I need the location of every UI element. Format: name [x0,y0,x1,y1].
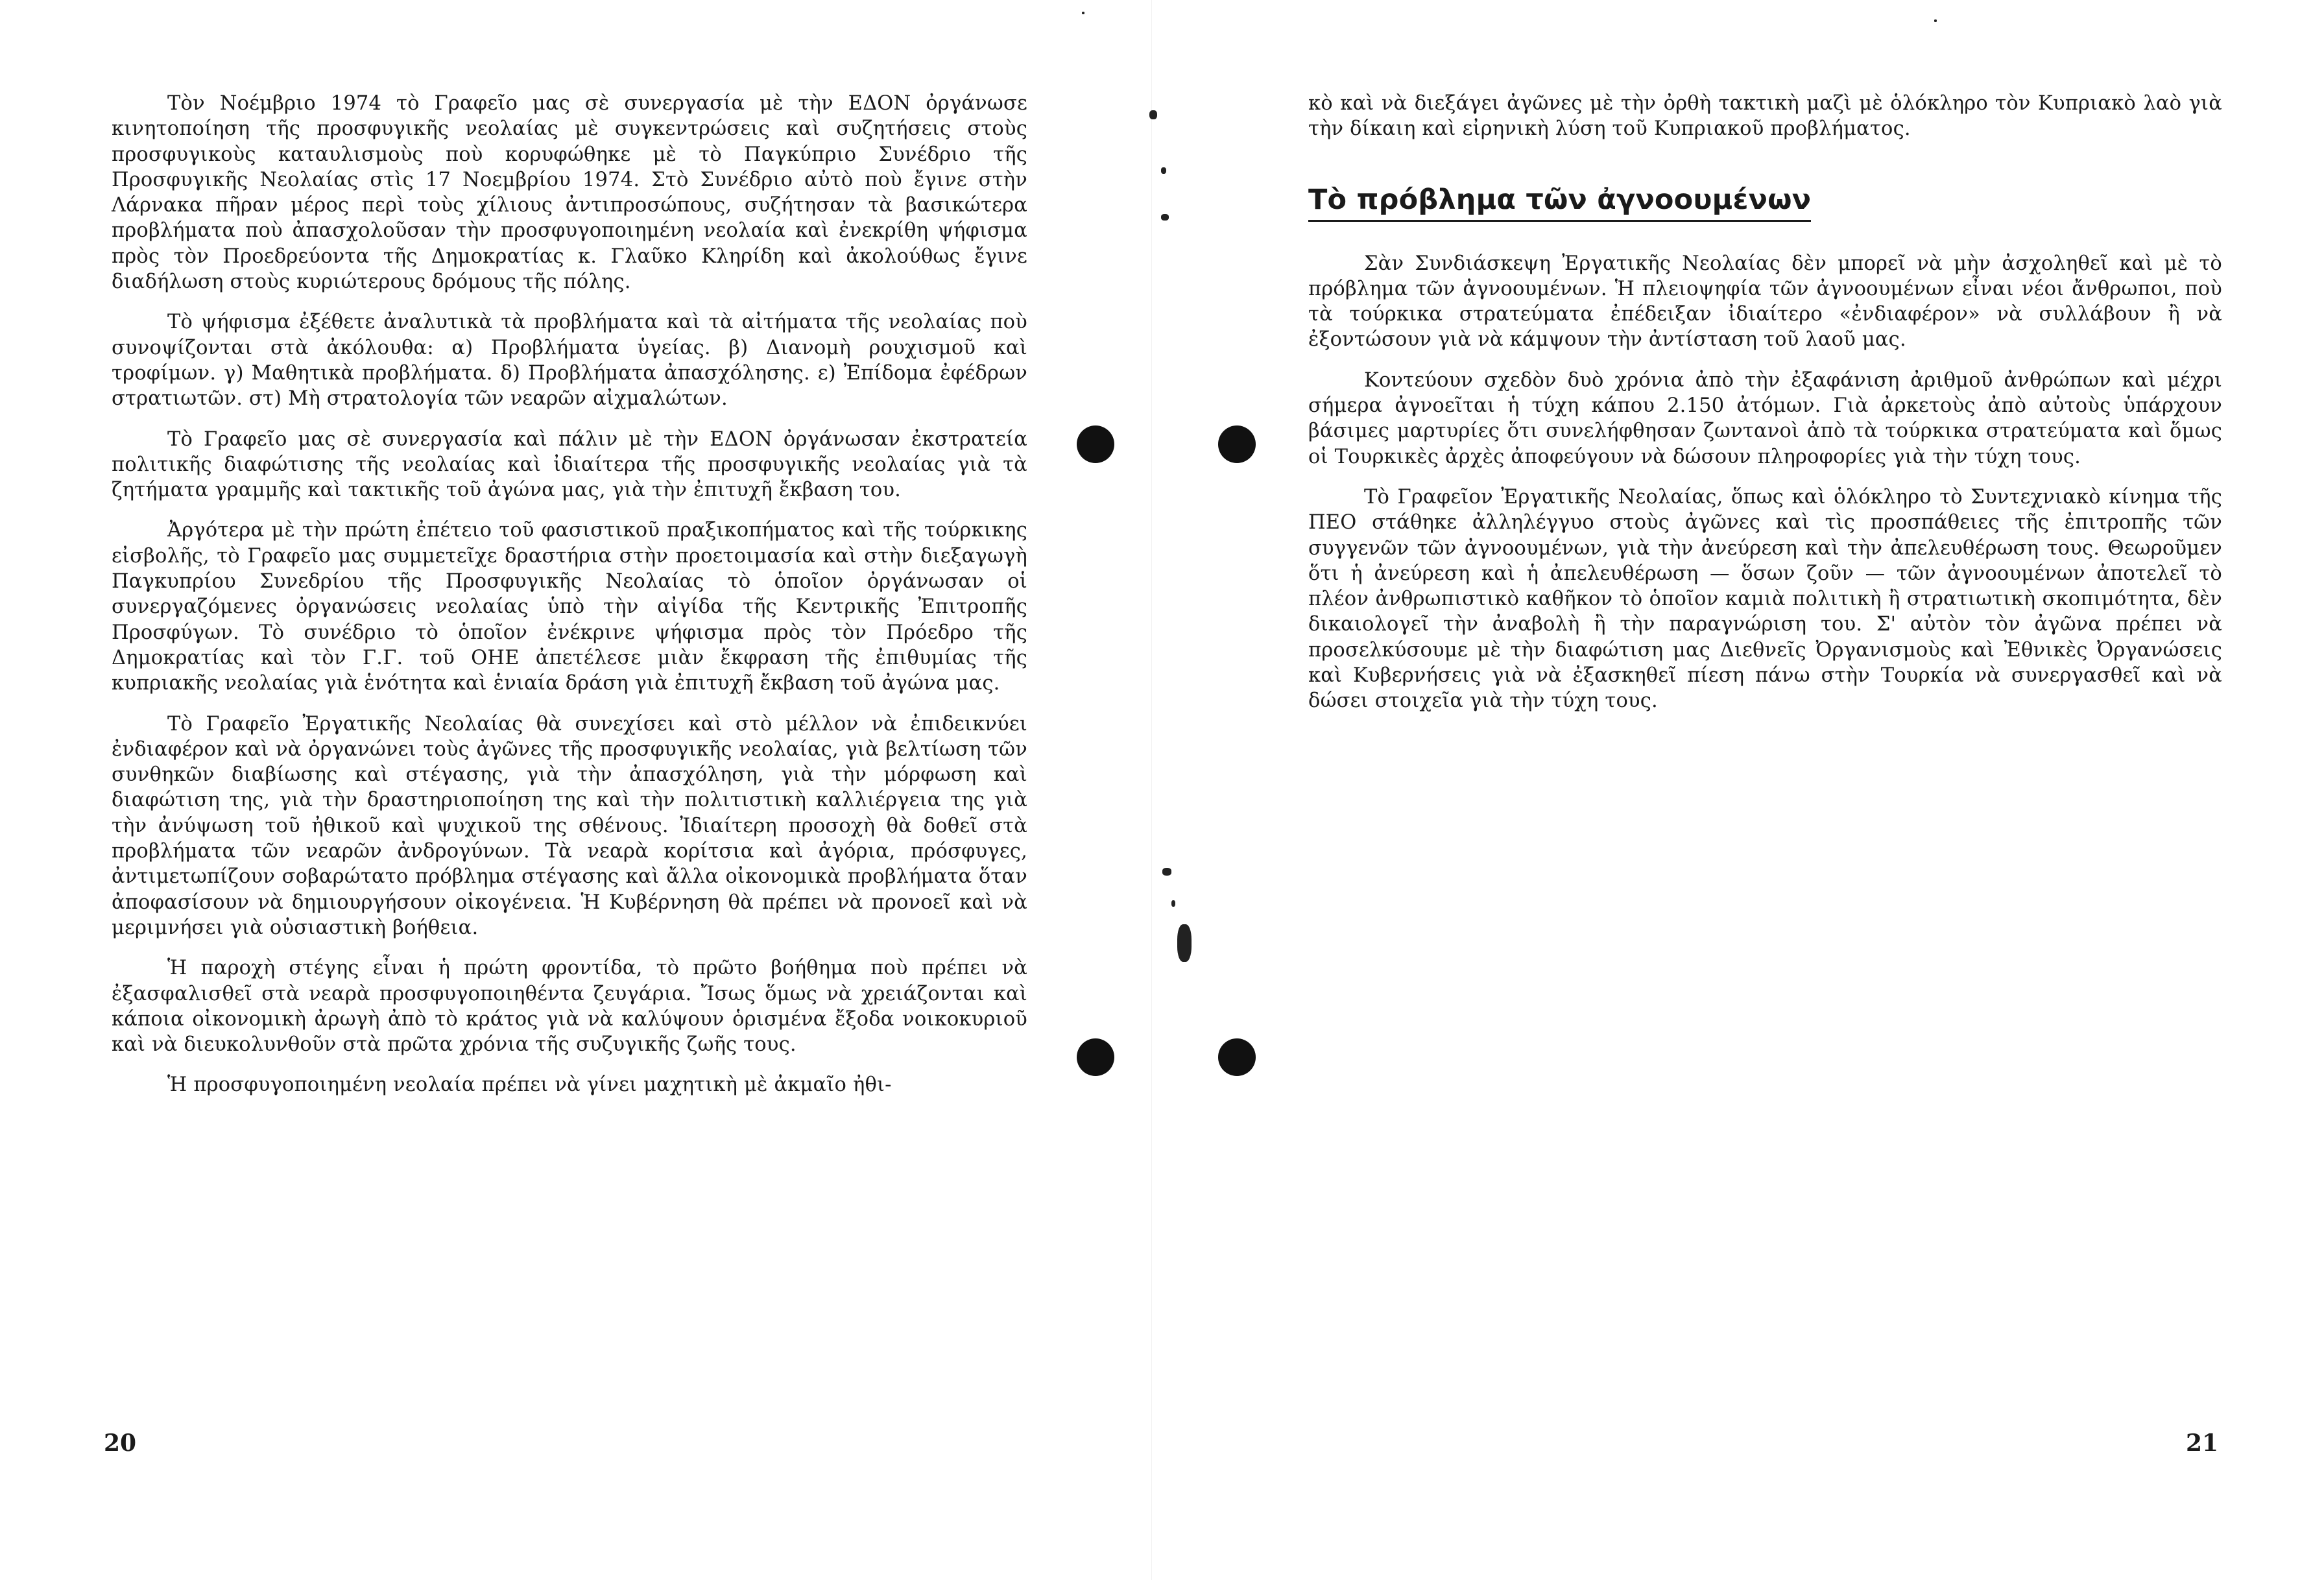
scan-speck [1082,12,1084,14]
section-heading-text: Τὸ πρόβλημα τῶν ἀγνοουμένων [1308,184,1811,222]
left-page-text [112,91,1027,1113]
paragraph: Τὸ Γραφεῖο μας σὲ συνεργασία καὶ πάλιν μὲ τὴν ΕΔΟΝ ὀργάνωσαν ἐκστρατεία πολιτικῆς διαφώτισης τῆς νεολαίας καὶ ἰδιαίτερα τῆς προσφυγικῆς νεολαίας γιὰ τὰ ζητήματα γραμμῆς καὶ τακτικῆς τοῦ ἀγώνα μας, γιὰ τὴν ἐπιτυχῆ ἔκβαση του. [112,427,1027,502]
punch-hole [1077,425,1114,463]
paragraph: Τὸν Νοέμβριο 1974 τὸ Γραφεῖο μας σὲ συνεργασία μὲ τὴν ΕΔΟΝ ὀργάνωσε κινητοποίηση τῆς προσφυγικῆς νεολαίας μὲ συγκεντρώσεις καὶ συζητήσεις στοὺς προσφυγικοὺς καταυλισμοὺς ποὺ κορυφώθηκε μὲ τὸ Παγκύπριο Συνέδριο τῆς Προσφυγικῆς Νεολαίας στὶς 17 Νοεμβρίου 1974. Στὸ Συνέδριο αὐτὸ ποὺ ἔγινε στὴν Λάρνακα πῆραν μέρος περὶ τοὺς χίλιους ἀντιπροσώπους, συζήτησαν τὰ βασικώτερα προβλήματα ποὺ ἀπασχολοῦσαν τὴν προσφυγοποιημένη νεολαία καὶ ἐνεκρίθη ψήφισμα πρὸς τὸν Προεδρεύοντα τῆς Δημοκρατίας κ. Γλαῦκο Κληρίδη καὶ ἀκολούθως ἔγινε διαδήλωση στοὺς κυριώτερους δρόμους τῆς πόλης. [112,92,1027,294]
scan-speck [1149,110,1157,119]
scan-speck [1161,167,1166,174]
paragraph: Ἡ προσφυγοποιημένη νεολαία πρέπει νὰ γίνει μαχητικὴ μὲ ἀκμαῖο ἠθι- [167,1073,892,1097]
scan-speck [1171,900,1175,907]
paragraph: Σὰν Συνδιάσκεψη Ἐργατικῆς Νεολαίας δὲν μπορεῖ νὰ μὴν ἀσχοληθεῖ καὶ μὲ τὸ πρόβλημα τῶν ἀγνοουμένων. Ἡ πλειοψηφία τῶν ἀγνοουμένων εἶναι νέοι ἄνθρωποι, ποὺ τὰ τούρκικα στρατεύματα ἐπέδειξαν ἰδιαίτερο «ἐνδιαφέρον» νὰ συλλάβουν ἢ νὰ ἐξοντώσουν γιὰ νὰ κάμψουν τὴν ἀντίσταση τοῦ λαοῦ μας. [1308,252,2222,352]
scan-speck [1934,19,1937,22]
right-page [1168,0,2324,1580]
continuation-paragraph: κὸ καὶ νὰ διεξάγει ἀγῶνες μὲ τὴν ὀρθὴ τακτικὴ μαζὶ μὲ ὁλόκληρο τὸν Κυπριακὸ λαὸ γιὰ τὴν δίκαιη καὶ εἰρηνικὴ λύση τοῦ Κυπριακοῦ προβλήματος. [1308,92,2222,141]
paragraph: Ἡ παροχὴ στέγης εἶναι ἡ πρώτη φροντίδα, τὸ πρῶτο βοήθημα ποὺ πρέπει νὰ ἐξασφαλισθεῖ στὰ νεαρὰ προσφυγοποιηθέντα ζευγάρια. Ἴσως ὅμως νὰ χρειάζονται καὶ κάποια οἰκονομικὴ ἀρωγὴ ἀπὸ τὸ κράτος γιὰ νὰ καλύψουν ὁρισμένα ἔξοδα νοικοκυριοῦ καὶ νὰ διευκολυνθοῦν στὰ πρῶτα χρόνια τῆς συζυγικῆς ζωῆς τους. [112,957,1027,1057]
section-heading [1308,182,2222,217]
scan-speck [1162,868,1171,876]
paragraph: Τὸ Γραφεῖον Ἐργατικῆς Νεολαίας, ὅπως καὶ ὁλόκληρο τὸ Συντεχνιακὸ κίνημα τῆς ΠΕΟ στάθηκε ἀλληλέγγυο στοὺς ἀγῶνες καὶ τὶς προσπάθειες τῆς ἐπιτροπῆς τῶν συγγενῶν τῶν ἀγνοουμένων, γιὰ τὴν ἀνεύρεση καὶ τὴν ἀπελευθέρωση τους. Θεωροῦμεν ὅτι ἡ ἀνεύρεση καὶ ἡ ἀπελευθέρωση — ὅσων ζοῦν — τῶν ἀγνοουμένων ἀποτελεῖ τὸ πλέον ἀνθρωπιστικὸ καθῆκον τὸ ὁποῖον καμιὰ πολιτικὴ ἢ στρατιωτικὴ σκοπιμότητα, δὲν δικαιολογεῖ τὴν ἀναβολὴ ἢ τὴν παραγνώριση του. Σ' αὐτὸν τὸν ἀγῶνα πρέπει νὰ προσελκύσουμε μὲ τὴν διαφώτιση μας Διεθνεῖς Ὀργανισμοὺς καὶ Ἐθνικὲς Ὀργανώσεις καὶ Κυβερνήσεις γιὰ νὰ ἐξασκηθεῖ πίεση πάνω στὴν Τουρκία νὰ συνεργασθεῖ καὶ νὰ δώσει στοιχεῖα γιὰ τὴν τύχη τους. [1308,485,2222,713]
right-page-text [1308,91,2222,729]
punch-hole [1218,1038,1256,1076]
punch-hole [1218,425,1256,463]
scan-speck [1161,214,1169,221]
page-number: 20 [104,1430,137,1457]
paragraph: Τὸ ψήφισμα ἐξέθετε ἀναλυτικὰ τὰ προβλήματα καὶ τὰ αἰτήματα τῆς νεολαίας ποὺ συνοψίζονται στὰ ἀκόλουθα: α) Προβλήματα ὑγείας. β) Διανομὴ ρουχισμοῦ καὶ τροφίμων. γ) Μαθητικὰ προβλήματα. δ) Προβλήματα ἀπασχόλησης. ε) Ἐπίδομα ἐφέδρων στρατιωτῶν. στ) Μὴ στρατολογία τῶν νεαρῶν αἰχμαλώτων. [112,311,1027,411]
scan-speck [1177,924,1192,962]
paragraph: Ἀργότερα μὲ τὴν πρώτη ἐπέτειο τοῦ φασιστικοῦ πραξικοπήματος καὶ τῆς τούρκικης εἰσβολῆς, τὸ Γραφεῖο μας συμμετεῖχε δραστήρια στὴν προετοιμασία καὶ στὴν διεξαγωγὴ Παγκυπρίου Συνεδρίου τῆς Προσφυγικῆς Νεολαίας τὸ ὁποῖον ὀργάνωσαν οἱ συνεργαζόμενες ὀργανώσεις νεολαίας ὑπὸ τὴν αἰγίδα τῆς Κεντρικῆς Ἐπιτροπῆς Προσφύγων. Τὸ συνέδριο τὸ ὁποῖον ἐνέκρινε ψήφισμα πρὸς τὸν Πρόεδρο τῆς Δημοκρατίας καὶ τὸν Γ.Γ. τοῦ ΟΗΕ ἀπετέλεσε μιὰν ἔκφραση τῆς ἐπιθυμίας τῆς κυπριακῆς νεολαίας γιὰ ἑνότητα καὶ ἑνιαία δράση γιὰ ἐπιτυχῆ ἔκβαση τοῦ ἀγώνα μας. [112,519,1027,695]
page-number: 21 [2186,1430,2219,1457]
paragraph: Τὸ Γραφεῖο Ἐργατικῆς Νεολαίας θὰ συνεχίσει καὶ στὸ μέλλον νὰ ἐπιδεικνύει ἐνδιαφέρον καὶ νὰ ὀργανώνει τοὺς ἀγῶνες τῆς προσφυγικῆς νεολαίας, γιὰ βελτίωση τῶν συνθηκῶν διαβίωσης καὶ στέγασης, γιὰ τὴν ἀπασχόληση, γιὰ τὴν μόρφωση καὶ διαφώτιση της, γιὰ τὴν δραστηριοποίηση της καὶ τὴν πολιτιστικὴ καλλιέργεια της γιὰ τὴν ἀνύψωση τοῦ ἠθικοῦ καὶ ψυχικοῦ της σθένους. Ἰδιαίτερη προσοχὴ θὰ δοθεῖ στὰ προβλήματα τῶν νεαρῶν ἀνδρογύνων. Τὰ νεαρὰ κορίτσια καὶ ἀγόρια, πρόσφυγες, ἀντιμετωπίζουν σοβαρώτατο πρόβλημα στέγασης καὶ ἄλλα οἰκονομικὰ προβλήματα ὅταν ἀποφασίσουν νὰ δημιουργήσουν οἰκογένεια. Ἡ Κυβέρνηση θὰ πρέπει νὰ προνοεῖ καὶ νὰ μεριμνήσει γιὰ οὐσιαστικὴ βοήθεια. [112,712,1027,939]
paragraph: Κοντεύουν σχεδὸν δυὸ χρόνια ἀπὸ τὴν ἐξαφάνιση ἀριθμοῦ ἀνθρώπων καὶ μέχρι σήμερα ἀγνοεῖται ἡ τύχη κάπου 2.150 ἀτόμων. Γιὰ ἀρκετοὺς ἀπὸ αὐτοὺς ὑπάρχουν βάσιμες μαρτυρίες ὅτι συνελήφθησαν ζωντανοὶ ἀπὸ τὰ τούρκικα στρατεύματα καὶ ὅμως οἱ Τουρκικὲς ἀρχὲς ἀποφεύγουν νὰ δώσουν πληροφορίες γιὰ τὴν τύχη τους. [1308,368,2222,468]
punch-hole [1077,1038,1114,1076]
left-page [0,0,1155,1580]
